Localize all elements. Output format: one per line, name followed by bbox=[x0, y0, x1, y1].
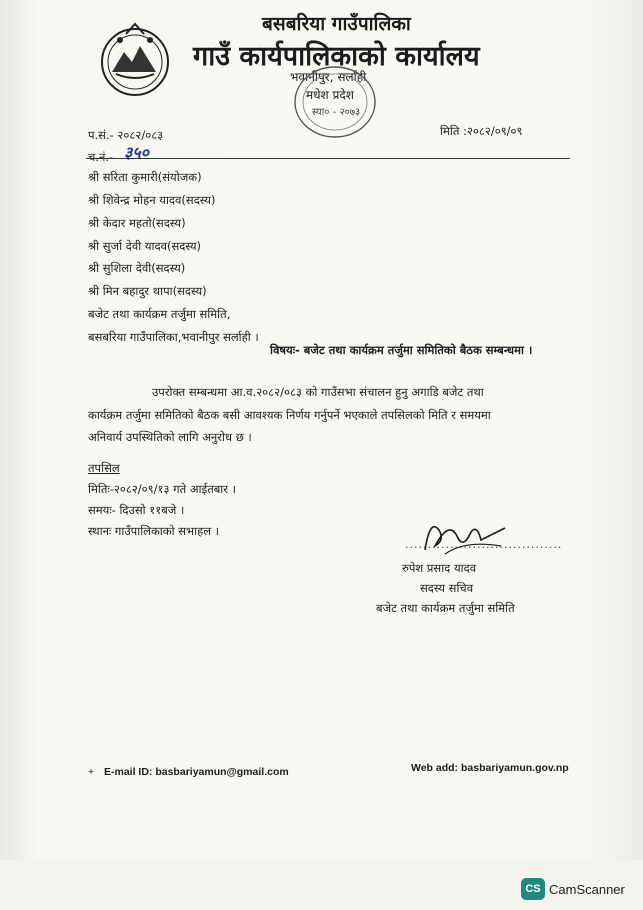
letter-date: मिति :२०८२/०९/०९ bbox=[440, 124, 523, 138]
recipient-item: श्री केदार महतो(सदस्य) bbox=[88, 216, 186, 230]
office-name: गाउँ कार्यपालिकाको कार्यालय bbox=[193, 41, 480, 72]
footer-email: E-mail ID: basbariyamun@gmail.com bbox=[104, 766, 289, 778]
recipient-item: श्री मिन बहादुर थापा(सदस्य) bbox=[88, 284, 207, 298]
office-address: भवानीपुर, सर्लाही bbox=[290, 70, 367, 84]
camscanner-logo-icon: CS bbox=[521, 878, 545, 900]
chalani-label: च.नं.- bbox=[88, 150, 114, 164]
nepal-emblem-icon bbox=[96, 22, 174, 98]
recipient-item: श्री सुर्जा देवी यादव(सदस्य) bbox=[88, 239, 201, 253]
office-stamp-icon bbox=[292, 64, 378, 140]
recipient-item: श्री शिवेन्द्र मोहन यादव(सदस्य) bbox=[88, 193, 216, 207]
camscanner-label: CamScanner bbox=[549, 881, 625, 897]
body-line-3: अनिवार्य उपस्थितिको लागि अनुरोध छ । bbox=[88, 430, 252, 444]
signature-line: ................................... bbox=[405, 538, 563, 551]
patra-sankhya: प.सं.- २०८२/०८३ bbox=[88, 128, 164, 142]
details-heading: तपसिल bbox=[88, 461, 120, 475]
chalani-number: ३५० bbox=[124, 143, 149, 162]
footer-website: Web add: basbariyamun.gov.np bbox=[411, 762, 569, 774]
header-divider bbox=[86, 158, 570, 159]
province-name: मधेश प्रदेश bbox=[306, 88, 354, 102]
bullet-icon: + bbox=[88, 766, 95, 778]
recipient-item: श्री सरिता कुमारी(संयोजक) bbox=[88, 170, 202, 184]
recipient-item: श्री सुशिला देवी(सदस्य) bbox=[88, 261, 186, 275]
signatory-position: सदस्य सचिव bbox=[420, 581, 474, 595]
meeting-place: स्थानः गाउँपालिकाको सभाहल । bbox=[88, 524, 220, 538]
camscanner-watermark bbox=[521, 877, 625, 901]
committee-line: बजेट तथा कार्यक्रम तर्जुमा समिति, bbox=[88, 307, 231, 321]
body-line-2: कार्यक्रम तर्जुमा समितिको बैठक बसी आवश्यक निर्णय गर्नुपर्ने भएकाले तपसिलको मिति र समयमा bbox=[88, 408, 491, 422]
signatory-committee: बजेट तथा कार्यक्रम तर्जुमा समिति bbox=[376, 601, 515, 615]
meeting-time: समयः- दिउसो ११बजे । bbox=[88, 503, 185, 517]
letter-subject: विषयः- बजेट तथा कार्यक्रम तर्जुमा समितिको बैठक सम्बन्धमा । bbox=[270, 343, 533, 357]
municipality-line: बसबरिया गाउँपालिका,भवानीपुर सर्लाही । bbox=[88, 330, 259, 344]
stamp-text: स्या० - २०७३ bbox=[312, 107, 361, 118]
signatory-name: रुपेश प्रसाद यादव bbox=[402, 561, 477, 575]
body-line-1: उपरोक्त सम्बन्धमा आ.व.२०८२/०८३ को गाउँसभा संचालन हुनु अगाडि बजेट तथा bbox=[152, 385, 484, 399]
signature-icon bbox=[405, 510, 515, 564]
municipality-name: बसबरिया गाउँपालिका bbox=[262, 13, 411, 35]
meeting-date: मितिः-२०८२/०९/१३ गते आईतबार । bbox=[88, 482, 237, 496]
